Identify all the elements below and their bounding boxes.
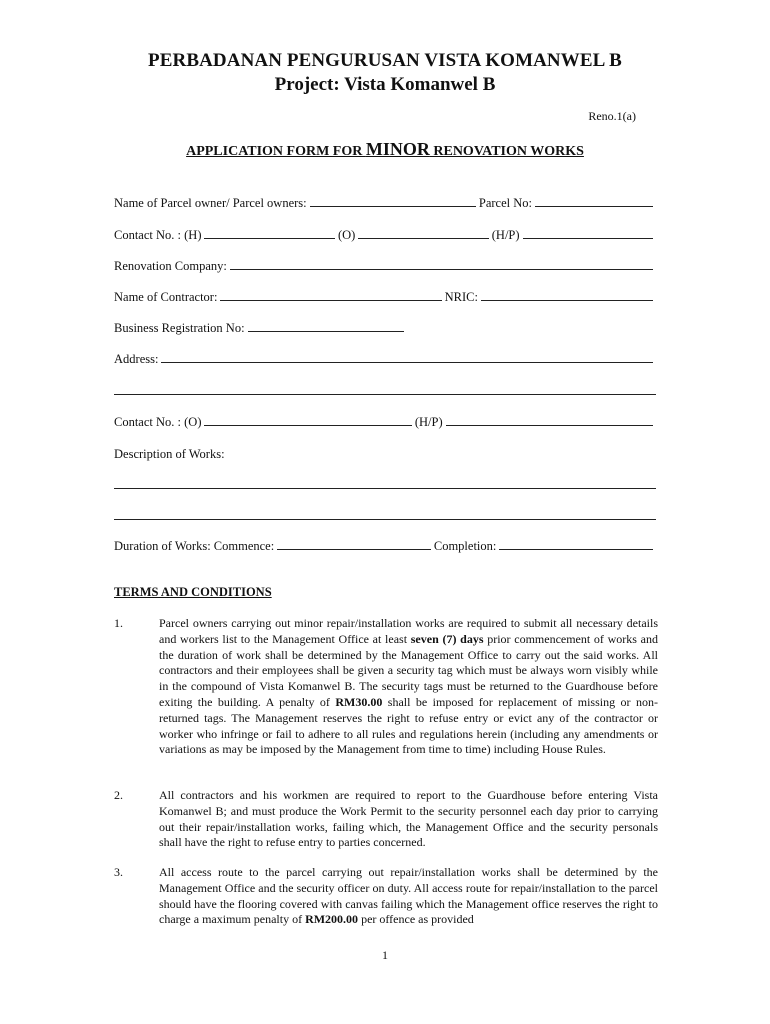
- term-bold-part: seven (7) days: [410, 631, 484, 646]
- completion-blank[interactable]: [499, 539, 653, 550]
- owner-blank[interactable]: [310, 196, 476, 207]
- term-number: 2.: [114, 788, 123, 802]
- page-number: 1: [382, 948, 388, 962]
- form-title-emphasis: MINOR: [365, 139, 430, 159]
- term-item-1: [114, 616, 658, 776]
- business-reg-label: Business Registration No:: [114, 321, 245, 335]
- completion-label: Completion:: [433, 539, 497, 553]
- description-label: Description of Works:: [114, 447, 225, 461]
- business-reg-blank[interactable]: [248, 321, 404, 332]
- contractor-contact-hp-blank[interactable]: [446, 415, 653, 426]
- term-text-part: Parcel owners carrying out minor repair/installation works are required to submit all necessary details and workers list to the Management Office at least: [159, 616, 658, 646]
- contractor-row: [114, 290, 656, 305]
- contact-h-blank[interactable]: [204, 228, 334, 239]
- parcel-no-blank[interactable]: [535, 196, 653, 207]
- term-text-part: All contractors and his workmen are required to report to the Guardhouse before entering Vista Komanwel B; and must produce the Work Permit to the security personnel each day prior to carrying out their repair/installation works, failing which, the Management Office and the security personals shall have the right to refuse entry to parties concerned.: [159, 788, 658, 850]
- contact-hp-blank[interactable]: [523, 228, 653, 239]
- form-title-post: RENOVATION WORKS: [429, 144, 584, 159]
- address-line-2[interactable]: [114, 394, 656, 395]
- nric-blank[interactable]: [481, 290, 653, 301]
- contractor-label: Name of Contractor:: [114, 290, 218, 304]
- renovation-company-label: Renovation Company:: [114, 259, 227, 273]
- address-row: [114, 352, 656, 367]
- address-blank[interactable]: [161, 352, 653, 363]
- term-item-3: [114, 865, 658, 929]
- term-text-part: shall be imposed for replacement of missing or non-returned tags. The Management reserves the right to refuse entry or evict any of the contractor or worker who infringe or fail to adhere to all rules and regulations herein (including any amendments or variations as may be imposed by the Management from time to time) including House Rules.: [159, 694, 658, 757]
- term-text-part: All access route to the parcel carrying out repair/installation works shall be determined by the Management Office and the security officer on duty. All access route for repair/installation to the parcel should have the flooring covered with canvas failing which the Management office reserves the right to charge a maximum penalty of: [159, 865, 658, 927]
- business-reg-row: [114, 321, 656, 336]
- contractor-contact-hp-label: (H/P): [414, 415, 443, 429]
- term-text: [159, 788, 658, 851]
- commence-blank[interactable]: [277, 539, 431, 550]
- term-bold-part: RM200.00: [305, 912, 359, 927]
- contact-hp-label: (H/P): [491, 228, 520, 242]
- description-line-1[interactable]: [114, 488, 656, 489]
- duration-row: [114, 539, 656, 554]
- owner-row: [114, 196, 656, 211]
- contractor-contact-o-blank[interactable]: [204, 415, 411, 426]
- owner-label: Name of Parcel owner/ Parcel owners:: [114, 196, 307, 210]
- term-item-2: [114, 788, 658, 852]
- contact-o-blank[interactable]: [358, 228, 488, 239]
- organization-title: PERBADANAN PENGURUSAN VISTA KOMANWEL B: [148, 50, 622, 71]
- project-title: Project: Vista Komanwel B: [274, 74, 496, 95]
- terms-title: TERMS AND CONDITIONS: [114, 585, 272, 599]
- term-text: [159, 865, 658, 928]
- term-number: 3.: [114, 865, 123, 879]
- form-reference: Reno.1(a): [588, 109, 636, 123]
- description-line-2[interactable]: [114, 519, 656, 520]
- term-text: [159, 616, 658, 758]
- renovation-company-blank[interactable]: [230, 259, 653, 270]
- contractor-contact-o-label: Contact No. : (O): [114, 415, 202, 429]
- form-title-pre: APPLICATION FORM FOR: [186, 144, 366, 159]
- term-number: 1.: [114, 616, 123, 630]
- term-text-part: per offence as provided: [358, 912, 474, 927]
- contractor-contact-row: [114, 415, 656, 430]
- parcel-no-label: Parcel No:: [478, 196, 532, 210]
- term-bold-part: RM30.00: [335, 694, 383, 709]
- description-row: [114, 447, 656, 462]
- contractor-blank[interactable]: [220, 290, 441, 301]
- nric-label: NRIC:: [444, 290, 478, 304]
- contact-row: [114, 228, 656, 243]
- renovation-company-row: [114, 259, 656, 274]
- term-text-part: prior commencement of works and the duration of work shall be determined by the Management Office to carry out the said works. All contractors and their employees shall be given a security tag which must be always worn visibly while in the compound of Vista Komanwel B. The security tags must be returned to the Guardhouse before exiting the building. A penalty of: [159, 631, 658, 709]
- address-label: Address:: [114, 352, 159, 366]
- contact-o-label: (O): [337, 228, 356, 242]
- duration-label: Duration of Works: Commence:: [114, 539, 275, 553]
- contact-h-label: Contact No. : (H): [114, 228, 202, 242]
- form-title: [0, 139, 770, 160]
